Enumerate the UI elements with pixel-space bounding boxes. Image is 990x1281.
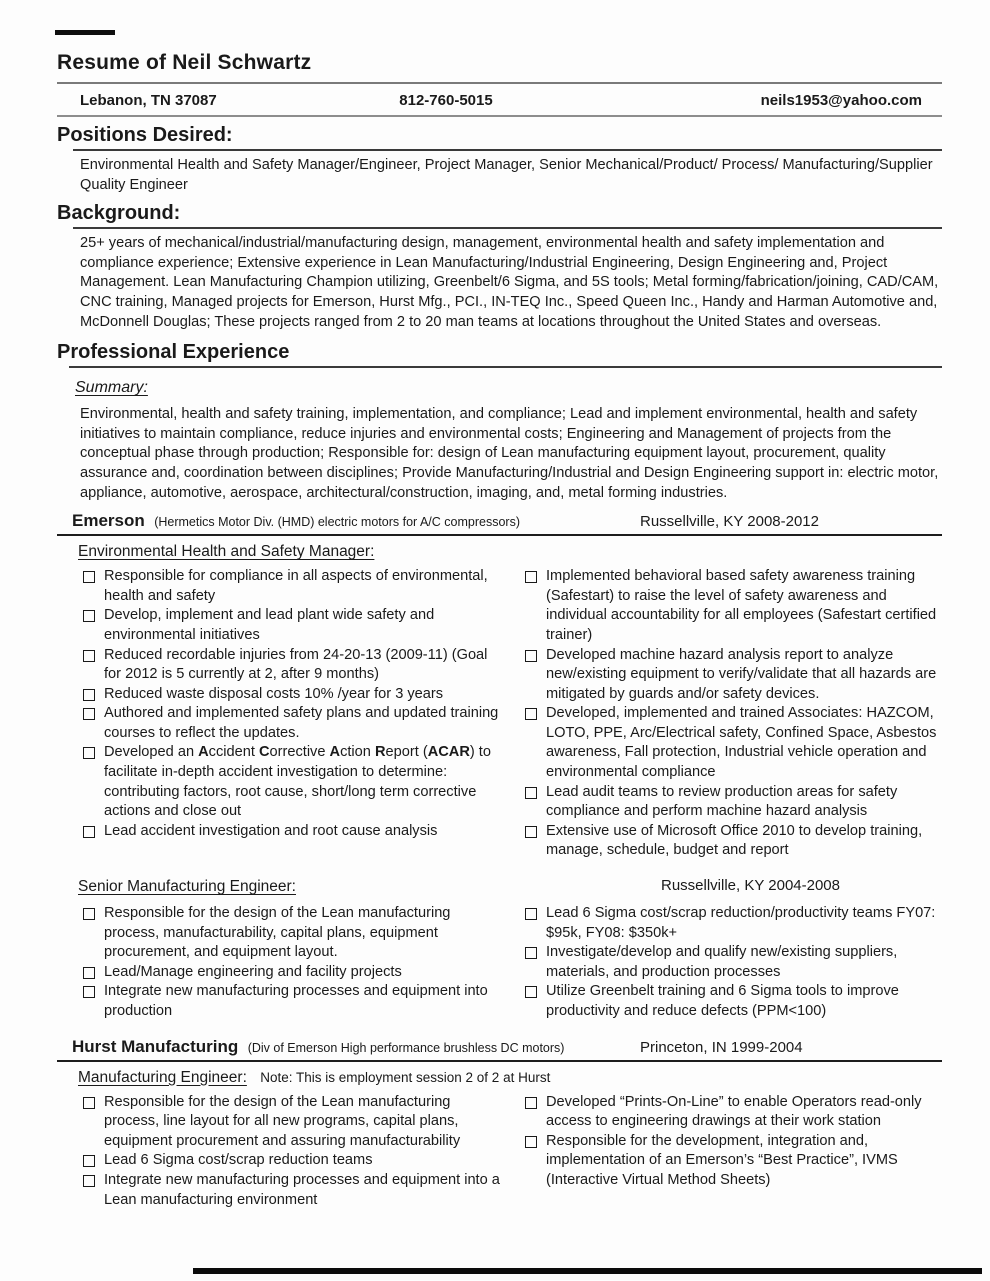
role-note: Note: This is employment session 2 of 2 at Hurst <box>260 1069 551 1085</box>
bullet-list-senior-mfg-engineer <box>83 904 942 1022</box>
bullet-item <box>83 743 501 821</box>
checkbox-bullet-icon <box>83 689 95 701</box>
title-divider <box>57 82 942 84</box>
contact-phone: 812-760-5015 <box>399 92 493 109</box>
bullet-text: Developed, implemented and trained Associates: HAZCOM, LOTO, PPE, Arc/Electrical safety, Confined Space, Asbestos awareness, Fall protection, Industrial vehicle operation and environmental compliance <box>546 705 937 781</box>
professional-experience-divider <box>69 366 942 368</box>
checkbox-bullet-icon <box>525 787 537 799</box>
bullet-item <box>525 982 943 1021</box>
bullet-item <box>83 567 501 606</box>
checkbox-bullet-icon <box>83 708 95 720</box>
bullet-item <box>83 1151 501 1171</box>
checkbox-bullet-icon <box>525 986 537 998</box>
company-note: (Hermetics Motor Div. (HMD) electric motors for A/C compressors) <box>154 515 520 530</box>
employer-header-emerson <box>57 511 942 531</box>
bullet-item <box>525 943 943 982</box>
bullet-item <box>83 904 501 963</box>
contact-location: Lebanon, TN 37087 <box>80 92 217 109</box>
page-title: Resume of Neil Schwartz <box>57 51 312 74</box>
role-header-mfg-engineer <box>78 1068 942 1087</box>
checkbox-bullet-icon <box>83 650 95 662</box>
contact-divider <box>57 115 942 117</box>
company-name: Hurst Manufacturing <box>72 1036 239 1056</box>
checkbox-bullet-icon <box>525 826 537 838</box>
checkbox-bullet-icon <box>525 947 537 959</box>
role-title: Environmental Health and Safety Manager: <box>78 543 375 561</box>
bullet-text: Lead 6 Sigma cost/scrap reduction/productivity teams FY07: $95k, FY08: $350k+ <box>546 905 936 941</box>
bullet-text: Responsible for the design of the Lean manufacturing process, manufacturability, capital plans, equipment procurement, and equipment layout. <box>104 905 451 961</box>
checkbox-bullet-icon <box>83 1097 95 1109</box>
bullet-text: Investigate/develop and qualify new/existing suppliers, materials, and production processes <box>546 944 898 980</box>
bullet-text: Responsible for compliance in all aspects of environmental, health and safety <box>104 568 488 604</box>
checkbox-bullet-icon <box>83 1155 95 1167</box>
bullet-list-mfg-engineer <box>83 1093 942 1211</box>
employer-header-hurst <box>57 1037 942 1057</box>
bullet-item <box>83 822 501 842</box>
positions-desired-text: Environmental Health and Safety Manager/Engineer, Project Manager, Senior Mechanical/Product/ Process/ Manufacturing/Supplier Quality Engineer <box>80 157 933 193</box>
bullet-column-right <box>525 1093 943 1211</box>
checkbox-bullet-icon <box>525 708 537 720</box>
checkbox-bullet-icon <box>83 986 95 998</box>
bullet-item <box>525 1132 943 1191</box>
scan-artifact-top-dash <box>55 30 115 35</box>
bullet-text: Utilize Greenbelt training and 6 Sigma tools to improve productivity and reduce defects (PPM<100) <box>546 983 899 1019</box>
bullet-item <box>525 704 943 782</box>
bullet-text: Develop, implement and lead plant wide safety and environmental initiatives <box>104 607 435 643</box>
employer-location-dates: Russellville, KY 2008-2012 <box>640 513 819 531</box>
employer-divider-emerson <box>57 534 942 536</box>
positions-desired-heading: Positions Desired: <box>57 124 233 146</box>
bullet-item <box>83 982 501 1021</box>
bullet-item <box>525 567 943 645</box>
checkbox-bullet-icon <box>525 1097 537 1109</box>
background-divider <box>73 227 942 229</box>
bullet-text: Developed an Accident Corrective Action Report (ACAR) to facilitate in-depth accident investigation to determine: contributing factors, root cause, short/long term corrective actions and close out <box>104 744 491 820</box>
checkbox-bullet-icon <box>83 610 95 622</box>
bullet-text: Reduced recordable injuries from 24-20-13 (2009-11) (Goal for 2012 is 5 currently at 2, after 9 months) <box>104 646 488 683</box>
bullet-text: Responsible for the design of the Lean manufacturing process, line layout for all new programs, capital plans, equipment procurement and assuring manufacturability <box>104 1093 461 1149</box>
company-note: (Div of Emerson High performance brushless DC motors) <box>247 1040 565 1055</box>
bullet-item <box>525 646 943 705</box>
bullet-column-right <box>525 904 943 1022</box>
checkbox-bullet-icon <box>83 747 95 759</box>
bullet-item <box>83 1093 501 1152</box>
contact-row <box>57 92 942 110</box>
bullet-text: Lead/Manage engineering and facility projects <box>104 963 402 980</box>
checkbox-bullet-icon <box>525 650 537 662</box>
bullet-list-ehs-manager <box>83 567 942 861</box>
company-name: Emerson <box>72 511 145 531</box>
bullet-column-left <box>83 567 501 861</box>
bullet-text: Integrate new manufacturing processes and equipment into a Lean manufacturing environment <box>104 1171 500 1208</box>
checkbox-bullet-icon <box>525 1136 537 1148</box>
role-title: Senior Manufacturing Engineer: <box>78 878 296 896</box>
checkbox-bullet-icon <box>525 908 537 920</box>
checkbox-bullet-icon <box>83 908 95 920</box>
checkbox-bullet-icon <box>83 1175 95 1187</box>
background-heading: Background: <box>57 202 181 225</box>
checkbox-bullet-icon <box>525 571 537 583</box>
bullet-text: Extensive use of Microsoft Office 2010 to develop training, manage, schedule, budget and report <box>546 822 923 859</box>
contact-email: neils1953@yahoo.com <box>760 92 922 109</box>
bullet-item <box>83 606 501 645</box>
bullet-item <box>83 685 501 705</box>
bullet-text: Responsible for the development, integration and, implementation of an Emerson’s “Best Practice”, IVMS (Interactive Virtual Method Sheets) <box>546 1132 898 1188</box>
checkbox-bullet-icon <box>83 826 95 838</box>
role-header-senior-mfg-engineer <box>78 877 942 896</box>
bullet-text: Lead 6 Sigma cost/scrap reduction teams <box>104 1152 373 1169</box>
role-location-dates: Russellville, KY 2004-2008 <box>661 877 840 895</box>
bullet-text: Developed “Prints-On-Line” to enable Operators read-only access to engineering drawings at their work station <box>546 1093 922 1130</box>
bullet-item <box>83 963 501 983</box>
bullet-item <box>525 822 943 861</box>
bullet-text: Lead accident investigation and root cause analysis <box>104 822 438 839</box>
bullet-text: Implemented behavioral based safety awareness training (Safestart) to raise the level of safety awareness and individual accountability for all employees (Safestart certified trainer) <box>546 568 937 643</box>
summary-heading: Summary: <box>75 379 148 397</box>
bullet-item <box>525 1093 943 1132</box>
bullet-item <box>83 704 501 743</box>
role-header-ehs-manager <box>78 542 942 561</box>
employer-divider-hurst <box>57 1060 942 1062</box>
employer-location-dates: Princeton, IN 1999-2004 <box>640 1038 803 1056</box>
bullet-item <box>525 783 943 822</box>
checkbox-bullet-icon <box>83 571 95 583</box>
summary-text: Environmental, health and safety training, implementation, and compliance; Lead and implement environmental, health and safety initiatives to maintain compliance, reduce injuries and environmental costs; Engineering and Management of projects from the conceptual phase through production; Responsible for: design of Lean manufacturing equipment layout, procurement, quality assurance and, coordination between disciplines; Provide Manufacturing/Industrial and Design Engineering support in: electric motor, appliance, automotive, aerospace, architectural/construction, imaging, and, metal forming industries. <box>80 406 939 501</box>
bullet-text: Authored and implemented safety plans and updated training courses to reflect the updates. <box>104 705 499 741</box>
checkbox-bullet-icon <box>83 967 95 979</box>
bullet-column-left <box>83 1093 501 1211</box>
bullet-text: Developed machine hazard analysis report to analyze new/existing equipment to verify/validate that all hazards are mitigated by guards and/or safety devices. <box>546 646 937 702</box>
professional-experience-heading: Professional Experience <box>57 341 290 364</box>
bullet-item <box>83 646 501 685</box>
bullet-column-left <box>83 904 501 1022</box>
bullet-text: Lead audit teams to review production areas for safety compliance and perform machine hazard analysis <box>546 783 898 820</box>
role-title: Manufacturing Engineer: <box>78 1068 247 1086</box>
bullet-item <box>83 1171 501 1210</box>
bullet-item <box>525 904 943 943</box>
positions-desired-divider <box>73 149 942 151</box>
bullet-text: Integrate new manufacturing processes and equipment into production <box>104 983 488 1019</box>
bullet-text: Reduced waste disposal costs 10% /year for 3 years <box>104 685 444 702</box>
background-text: 25+ years of mechanical/industrial/manufacturing design, management, environmental health and safety implementation and compliance experience; Extensive experience in Lean Manufacturing/Industrial Engineering, Design Engineering and, Project Management. Lean Manufacturing Champion utilizing, Greenbelt/6 Sigma, and 5S tools; Metal forming/fabrication/joining, CAD/CAM, CNC training, Managed projects for Emerson, Hurst Mfg., PCI., IN-TEQ Inc., Speed Queen Inc., Handy and Harman Automotive and, McDonnell Douglas; These projects ranged from 2 to 20 man teams at locations throughout the United States and overseas. <box>80 235 939 330</box>
scan-artifact-bottom-bar <box>193 1268 982 1274</box>
bullet-column-right <box>525 567 943 861</box>
